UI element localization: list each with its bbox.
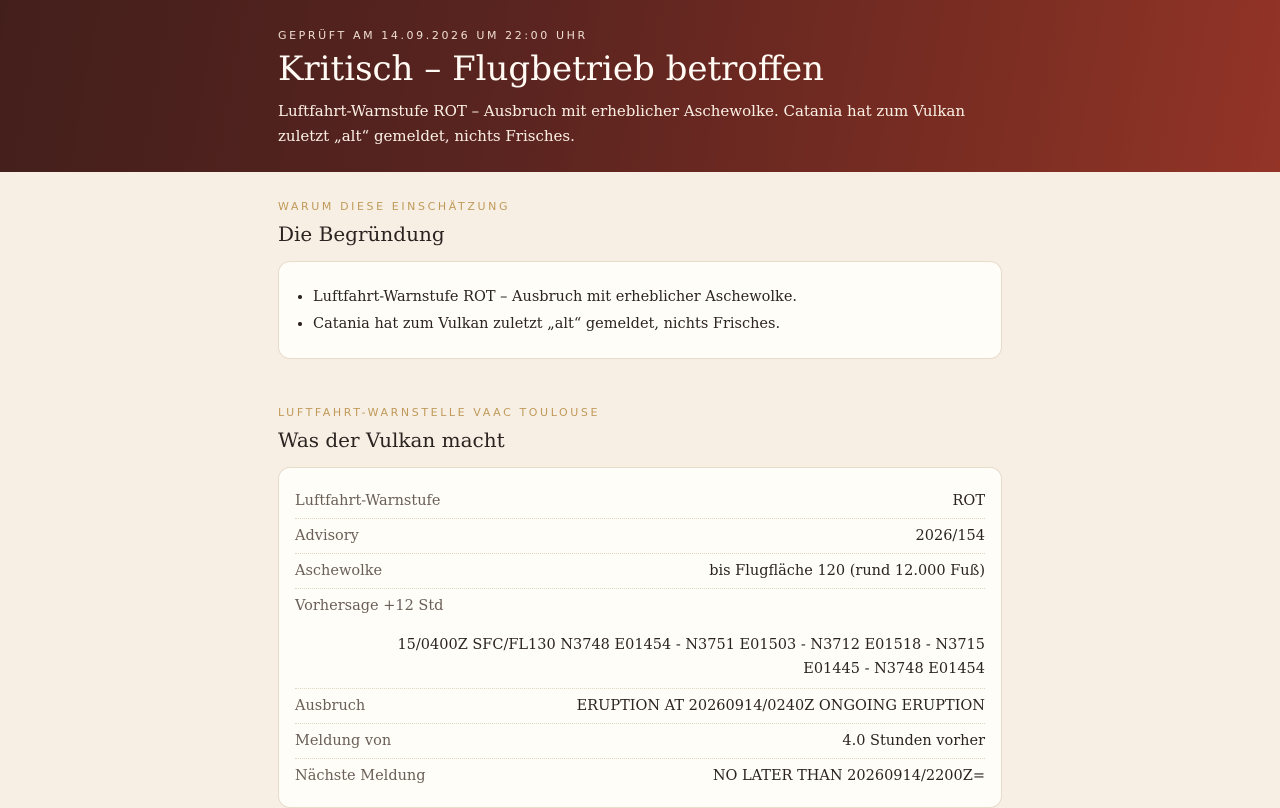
fact-label: Nächste Meldung <box>295 768 426 784</box>
page-subtitle: Luftfahrt-Warnstufe ROT – Ausbruch mit erheblicher Aschewolke. Catania hat zum Vulkan zuletzt „alt“ gemeldet, nichts Frisches. <box>278 101 966 145</box>
fact-value: ROT <box>952 493 985 509</box>
fact-value: 2026/154 <box>915 528 985 544</box>
reasoning-section <box>278 172 1002 359</box>
volcano-facts-card <box>278 467 1002 808</box>
list-item: • Catania hat zum Vulkan zuletzt „alt“ gemeldet, nichts Frisches. <box>313 311 985 338</box>
fact-value: NO LATER THAN 20260914/2200Z= <box>712 768 985 784</box>
fact-label: Meldung von <box>295 733 392 749</box>
fact-value: 4.0 Stunden vorher <box>842 733 985 749</box>
reasoning-kicker: WARUM DIESE EINSCHÄTZUNG <box>278 200 511 213</box>
page-title: Kritisch – Flugbetrieb betroffen <box>278 49 825 89</box>
fact-value: bis Flugfläche 120 (rund 12.000 Fuß) <box>709 563 985 579</box>
fact-label: Luftfahrt-Warnstufe <box>295 493 441 509</box>
fact-row-warnstufe <box>295 484 985 519</box>
fact-row-naechste-meldung <box>295 759 985 793</box>
fact-label: Ausbruch <box>295 698 366 714</box>
fact-row-meldung-von <box>295 724 985 759</box>
fact-row-ausbruch <box>295 689 985 724</box>
checked-timestamp: GEPRÜFT AM 14.09.2026 UM 22:00 UHR <box>278 29 588 42</box>
volcano-heading: Was der Vulkan macht <box>278 428 505 452</box>
fact-value: ERUPTION AT 20260914/0240Z ONGOING ERUPTION <box>576 698 985 714</box>
fact-row-aschewolke <box>295 554 985 589</box>
reasoning-heading: Die Begründung <box>278 222 445 246</box>
volcano-section <box>278 359 1002 808</box>
fact-value: 15/0400Z SFC/FL130 N3748 E01454 - N3751 E01503 - N3712 E01518 - N3715 E01445 - N3748 E01454 <box>397 637 985 677</box>
fact-row-advisory <box>295 519 985 554</box>
fact-label: Aschewolke <box>295 563 383 579</box>
reasoning-card <box>278 261 1002 359</box>
reasoning-list <box>295 284 985 338</box>
status-header <box>0 0 1280 172</box>
fact-row-vorhersage <box>295 589 985 689</box>
list-item: • Luftfahrt-Warnstufe ROT – Ausbruch mit erheblicher Aschewolke. <box>313 284 985 311</box>
fact-label: Vorhersage +12 Std <box>295 598 444 614</box>
fact-label: Advisory <box>295 528 359 544</box>
volcano-kicker: LUFTFAHRT-WARNSTELLE VAAC TOULOUSE <box>278 406 601 419</box>
